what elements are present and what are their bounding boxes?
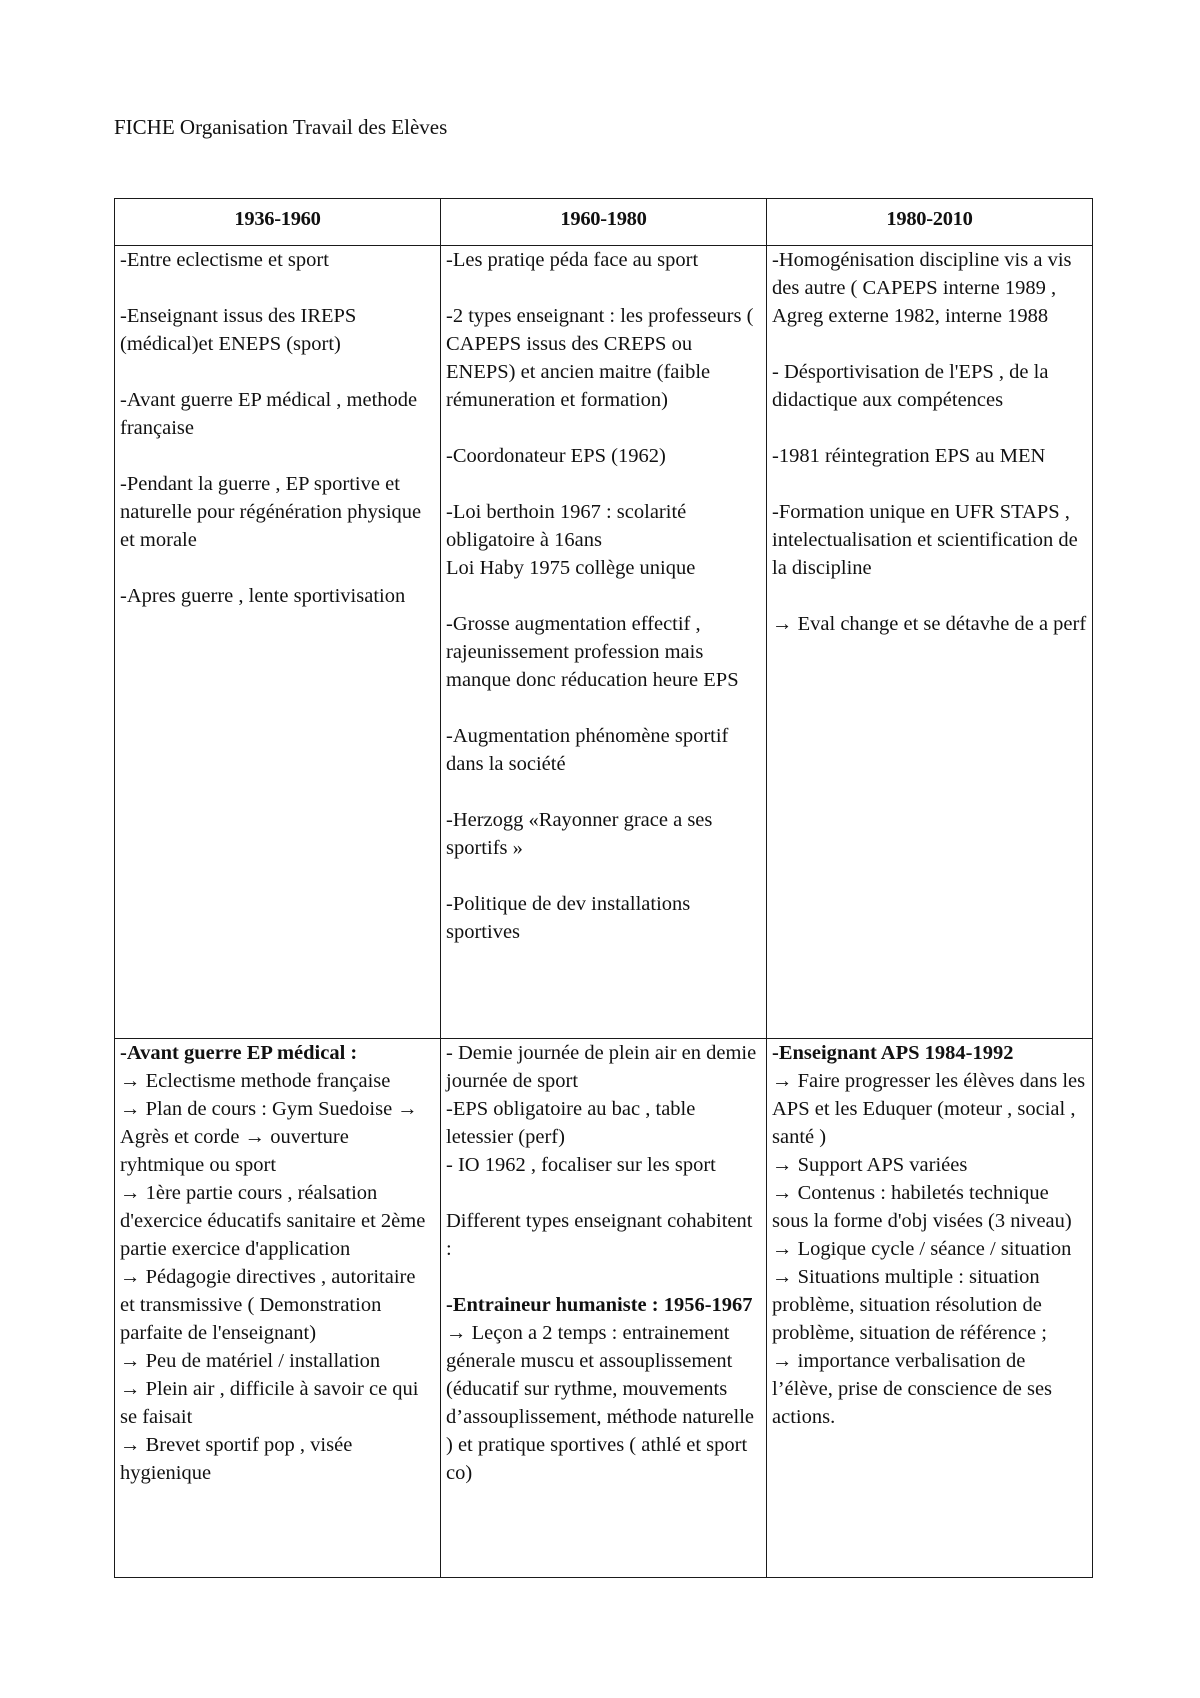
list-avant-guerre bbox=[120, 1067, 435, 1487]
paragraph-line: -Herzogg «Rayonner grace a ses sportifs » bbox=[446, 809, 713, 859]
list-item: - Demie journée de plein air en demie journée de sport bbox=[446, 1042, 757, 1092]
paragraph bbox=[120, 582, 435, 610]
list-item: → Support APS variées bbox=[772, 1154, 968, 1176]
paragraph-line: -Grosse augmentation effectif , rajeunissement profession mais manque donc réducation heure EPS bbox=[446, 613, 739, 691]
heading-entraineur-humaniste: -Entraineur humaniste : 1956-1967 bbox=[446, 1294, 753, 1316]
header-1936-1960: 1936-1960 bbox=[115, 199, 441, 246]
list-item: → Peu de matériel / installation bbox=[120, 1350, 381, 1372]
paragraph bbox=[446, 610, 761, 694]
paragraph-line: -Les pratiqe péda face au sport bbox=[446, 249, 699, 271]
table-row-teaching bbox=[115, 1039, 1093, 1578]
list-item: → importance verbalisation de l’élève, prise de conscience de ses actions. bbox=[772, 1350, 1053, 1428]
table-header-row bbox=[115, 199, 1093, 246]
paragraph bbox=[446, 498, 761, 582]
paragraph-line: - Désportivisation de l'EPS , de la didactique aux compétences bbox=[772, 361, 1049, 411]
cell-context-1936-1960 bbox=[115, 246, 441, 1039]
list-item: → Logique cycle / séance / situation bbox=[772, 1238, 1072, 1260]
paragraph bbox=[446, 806, 761, 862]
list-item: -EPS obligatoire au bac , table letessier (perf) bbox=[446, 1098, 696, 1148]
header-1960-1980: 1960-1980 bbox=[441, 199, 767, 246]
paragraph bbox=[772, 358, 1087, 414]
list-entraineur-humaniste bbox=[446, 1319, 761, 1487]
table-row-context bbox=[115, 246, 1093, 1039]
paragraph bbox=[446, 302, 761, 414]
list-item: → Faire progresser les élèves dans les APS et les Eduquer (moteur , social , santé ) bbox=[772, 1070, 1086, 1148]
list-item: → Eclectisme methode française bbox=[120, 1070, 391, 1092]
heading-enseignant-aps: -Enseignant APS 1984-1992 bbox=[772, 1042, 1014, 1064]
cell-teaching-1960-1980 bbox=[441, 1039, 767, 1578]
list-item: → Brevet sportif pop , visée hygienique bbox=[120, 1434, 353, 1484]
paragraph bbox=[120, 246, 435, 274]
list-item: → Plan de cours : Gym Suedoise → Agrès et corde → ouverture ryhtmique ou sport bbox=[120, 1098, 418, 1176]
list-intro-1960-1980 bbox=[446, 1039, 761, 1179]
paragraph bbox=[772, 442, 1087, 470]
paragraph bbox=[120, 302, 435, 358]
paragraph bbox=[120, 386, 435, 442]
eps-history-table bbox=[114, 198, 1093, 1578]
paragraph-line: Loi Haby 1975 collège unique bbox=[446, 557, 696, 579]
list-item: → Situations multiple : situation problème, situation résolution de problème, situation de référence ; bbox=[772, 1266, 1047, 1344]
paragraph bbox=[446, 246, 761, 274]
paragraph-line: -Loi berthoin 1967 : scolarité obligatoire à 16ans bbox=[446, 501, 687, 551]
cell-teaching-1980-2010 bbox=[767, 1039, 1093, 1578]
paragraph-line: -Enseignant issus des IREPS (médical)et ENEPS (sport) bbox=[120, 305, 357, 355]
list-item: → Leçon a 2 temps : entrainement génerale muscu et assouplissement (éducatif sur rythme, mouvements d’assouplissement, méthode naturelle ) et pratique sportives ( athlé et sport co) bbox=[446, 1322, 754, 1484]
paragraph-line: -Coordonateur EPS (1962) bbox=[446, 445, 666, 467]
paragraph bbox=[446, 890, 761, 946]
cell-teaching-1936-1960 bbox=[115, 1039, 441, 1578]
paragraph-line: -Augmentation phénomène sportif dans la société bbox=[446, 725, 729, 775]
paragraph bbox=[772, 498, 1087, 582]
paragraph-line: -Avant guerre EP médical , methode française bbox=[120, 389, 418, 439]
text-types-enseignant: Different types enseignant cohabitent : bbox=[446, 1210, 753, 1260]
list-item: - IO 1962 , focaliser sur les sport bbox=[446, 1154, 716, 1176]
paragraph bbox=[772, 610, 1087, 638]
list-item: → Pédagogie directives , autoritaire et transmissive ( Demonstration parfaite de l'enseignant) bbox=[120, 1266, 416, 1344]
header-1980-2010: 1980-2010 bbox=[767, 199, 1093, 246]
paragraph-line: -Homogénisation discipline vis a vis des autre ( CAPEPS interne 1989 , Agreg externe 1982, interne 1988 bbox=[772, 249, 1072, 327]
paragraph-line: -Formation unique en UFR STAPS , intelectualisation et scientification de la discipline bbox=[772, 501, 1078, 579]
list-item: → Plein air , difficile à savoir ce qui se faisait bbox=[120, 1378, 419, 1428]
paragraph-line: -1981 réintegration EPS au MEN bbox=[772, 445, 1046, 467]
cell-context-1980-2010 bbox=[767, 246, 1093, 1039]
paragraph-line: -Pendant la guerre , EP sportive et naturelle pour régénération physique et morale bbox=[120, 473, 422, 551]
document-title: FICHE Organisation Travail des Elèves bbox=[114, 115, 448, 139]
paragraph bbox=[772, 246, 1087, 330]
paragraph-line: -Apres guerre , lente sportivisation bbox=[120, 585, 406, 607]
paragraph bbox=[120, 470, 435, 554]
heading-avant-guerre: -Avant guerre EP médical : bbox=[120, 1042, 358, 1064]
list-item: → Contenus : habiletés technique sous la forme d'obj visées (3 niveau) bbox=[772, 1182, 1072, 1232]
paragraph-line: → Eval change et se détavhe de a perf bbox=[772, 613, 1087, 635]
list-enseignant-aps bbox=[772, 1067, 1087, 1431]
paragraph-line: -Entre eclectisme et sport bbox=[120, 249, 329, 271]
paragraph-line: -Politique de dev installations sportives bbox=[446, 893, 691, 943]
cell-context-1960-1980 bbox=[441, 246, 767, 1039]
paragraph bbox=[446, 442, 761, 470]
paragraph-line: -2 types enseignant : les professeurs ( CAPEPS issus des CREPS ou ENEPS) et ancien maitre (faible rémuneration et formation) bbox=[446, 305, 754, 411]
list-item: → 1ère partie cours , réalsation d'exercice éducatifs sanitaire et 2ème partie exercice d'application bbox=[120, 1182, 426, 1260]
paragraph bbox=[446, 722, 761, 778]
